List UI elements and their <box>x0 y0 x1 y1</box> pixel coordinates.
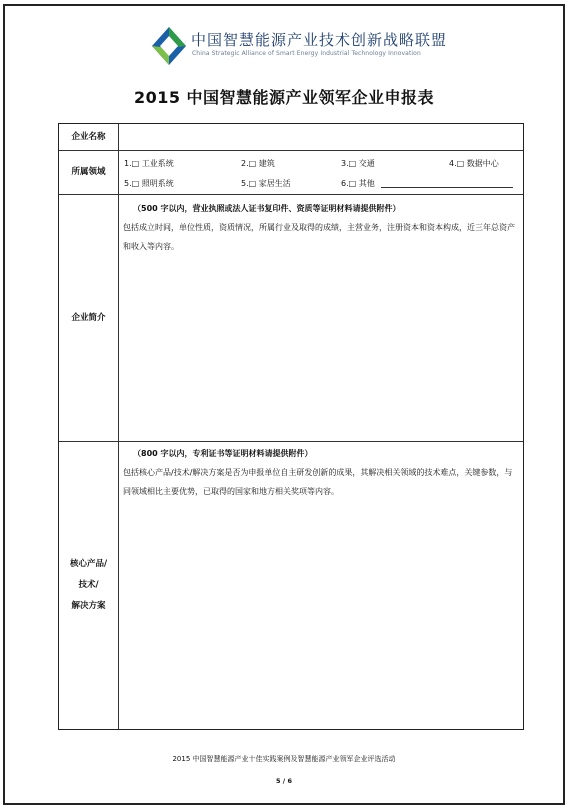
domain-option-building[interactable]: 2.□ 建筑 <box>241 159 275 168</box>
footer-text: 2015 中国智慧能源产业十佳实践案例及智慧能源产业领军企业评选活动 <box>172 755 396 763</box>
core-product-label <box>59 442 119 729</box>
core-requirement: （800 字以内，专利证书等证明材料请提供附件） <box>133 449 313 458</box>
document-page <box>3 4 565 805</box>
company-name-field[interactable] <box>119 124 523 150</box>
logo-chinese-name: 中国智慧能源产业技术创新战略联盟 <box>191 31 448 49</box>
core-product-field[interactable] <box>119 442 523 729</box>
application-form <box>58 123 524 730</box>
company-name-row <box>59 124 523 151</box>
core-product-row <box>59 442 523 729</box>
domain-option-other[interactable]: 6.□ 其他 <box>341 179 375 188</box>
domain-option-industrial[interactable]: 1.□ 工业系统 <box>124 159 174 168</box>
page-number: 5 / 6 <box>276 777 292 785</box>
intro-description: 包括成立时间，单位性质，资质情况，所属行业及取得的成绩，主营业务，注册资本和资本构成，近三年总资产和收入等内容。 <box>123 223 515 251</box>
page-title: 2015 中国智慧能源产业领军企业申报表 <box>133 88 435 107</box>
core-label-line-3: 解决方案 <box>71 601 106 611</box>
domain-option-transport[interactable]: 3.□ 交通 <box>341 159 375 168</box>
logo-english-name: China Strategic Alliance of Smart Energy Industrial Technology Innovation <box>192 50 421 57</box>
core-description: 包括核心产品/技术/解决方案是否为申报单位自主研发创新的成果，其解决相关领域的技术难点，关键参数，与同领域相比主要优势，已取得的国家和地方相关奖项等内容。 <box>123 468 513 496</box>
domain-option-lighting[interactable]: 5.□ 照明系统 <box>124 179 174 188</box>
intro-label: 企业简介 <box>59 195 119 441</box>
intro-row <box>59 195 523 442</box>
alliance-logo <box>151 23 448 69</box>
core-label-line-2: 技术/ <box>78 580 99 590</box>
domain-option-home[interactable]: 5.□ 家居生活 <box>241 179 291 188</box>
domain-option-datacenter[interactable]: 4.□ 数据中心 <box>449 159 499 168</box>
company-name-label: 企业名称 <box>59 124 119 150</box>
domain-label: 所属领域 <box>59 151 119 194</box>
intro-field[interactable] <box>119 195 523 441</box>
domain-options <box>119 151 523 194</box>
domain-row <box>59 151 523 195</box>
other-fill-line[interactable] <box>381 178 513 188</box>
intro-requirement: （500 字以内，营业执照或法人证书复印件、资质等证明材料请提供附件） <box>133 204 401 213</box>
logo-diamond-icon <box>151 26 187 66</box>
core-label-line-1: 核心产品/ <box>69 559 108 569</box>
